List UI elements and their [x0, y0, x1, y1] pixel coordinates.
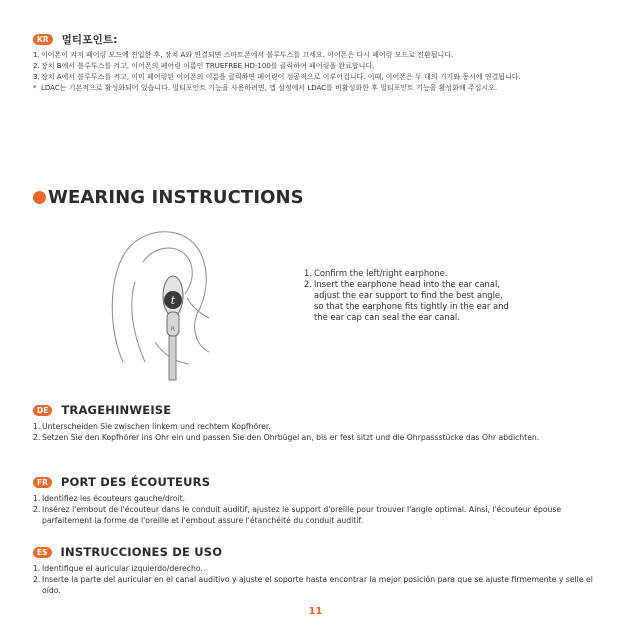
es-title: INSTRUCCIONES DE USO — [60, 545, 223, 559]
de-section — [33, 402, 603, 443]
fr-list — [33, 493, 603, 527]
list-item — [304, 268, 514, 279]
item-text: LDAC는 기본적으로 활성화되어 있습니다. 멀티포인트 기능을 사용하려면, 앱 설정에서 LDAC를 비활성화한 후 멀티포인트 기능을 활성화해 주십시오. — [41, 84, 498, 92]
fr-badge: FR — [33, 477, 52, 488]
kr-section — [33, 31, 603, 94]
list-item — [304, 279, 514, 323]
item-text: Confirm the left/right earphone. — [314, 268, 448, 278]
es-header — [33, 544, 603, 560]
list-item — [33, 493, 603, 504]
item-number: 3. — [33, 73, 40, 81]
item-number: 2. — [304, 279, 312, 289]
item-text: Insérez l'embout de l'écouteur dans le conduit auditif, ajustez le support d'oreille pour trouver l'angle optimal. Ainsi, l'écouteur épouse parfaitement la forme de l'oreille et l'embout assure l'étanchéité du conduit auditif. — [42, 505, 562, 526]
list-item — [33, 61, 603, 72]
item-number: 1. — [33, 51, 40, 59]
item-text: 이어폰이 켜져 페어링 모드에 진입한 후, 장치 A와 연결되면 스마트폰에서 블루투스를 끄세요. 이어폰은 다시 페어링 모드로 전환됩니다. — [41, 51, 454, 59]
de-title: TRAGEHINWEISE — [61, 403, 172, 417]
kr-list — [33, 50, 603, 94]
item-text: Insert the earphone head into the ear canal, adjust the ear support to find the best angle, so that the earphone fits tightly in the ear and the ear cap can seal the ear canal. — [314, 279, 509, 322]
fr-header — [33, 474, 603, 490]
item-number: 2. — [33, 505, 41, 515]
orange-dot-icon — [33, 191, 46, 204]
earbud-mark: R — [170, 326, 176, 333]
list-item — [33, 72, 603, 83]
list-item — [33, 563, 603, 574]
item-text: Identifiez les écouteurs gauche/droit. — [42, 494, 186, 503]
item-text: Inserte la parte del auricular en el canal auditivo y ajuste el soporte hasta encontrar la mejor posición para que se ajuste firmemente y selle el oído. — [42, 575, 593, 596]
item-number: 2. — [33, 575, 41, 585]
list-item — [33, 50, 603, 61]
item-number: 1. — [304, 268, 312, 278]
de-list — [33, 421, 603, 443]
item-number: * — [33, 84, 37, 92]
kr-header — [33, 31, 603, 47]
item-number: 1. — [33, 564, 41, 573]
list-item — [33, 504, 603, 526]
wearing-title: WEARING INSTRUCTIONS — [48, 187, 304, 208]
item-text: Unterscheiden Sie zwischen linkem und rechtem Kopfhörer. — [42, 422, 271, 431]
item-text: 장치 A에서 블루투스를 켜고, 이미 페어링된 이어폰의 이름을 클릭하면 페어링이 성공적으로 이루어집니다. 이때, 이어폰은 두 대의 기기와 동시에 연결됩니다. — [41, 73, 521, 81]
item-number: 1. — [33, 494, 41, 503]
list-item — [33, 574, 603, 596]
item-text: 장치 B에서 블루투스를 켜고, 이어폰의 페어링 이름인 TRUEFREE HD-100를 클릭하여 페어링을 완료합니다. — [41, 62, 375, 70]
svg-text:t: t — [170, 294, 176, 307]
es-section — [33, 544, 603, 597]
fr-title: PORT DES ÉCOUTEURS — [60, 475, 211, 489]
item-number: 2. — [33, 62, 40, 70]
ear-with-earphone-icon — [105, 222, 215, 382]
de-header — [33, 402, 603, 418]
wearing-header — [33, 187, 304, 208]
kr-badge: KR — [33, 34, 53, 45]
item-text: Identifique el auricular izquierdo/derecho. — [42, 564, 203, 573]
es-badge: ES — [33, 547, 52, 558]
list-item — [33, 432, 603, 443]
list-item — [33, 83, 603, 94]
es-list — [33, 563, 603, 597]
fr-section — [33, 474, 603, 527]
page-number: 11 — [308, 606, 323, 617]
item-text: Setzen Sie den Kopfhörer ins Ohr ein und passen Sie den Ohrbügel an, bis er fest sitzt und die Ohrpassstücke das Ohr abdichten. — [42, 433, 540, 443]
de-badge: DE — [33, 405, 52, 416]
item-number: 2. — [33, 433, 41, 443]
item-number: 1. — [33, 422, 41, 431]
list-item — [33, 421, 603, 432]
ear-illustration — [105, 222, 215, 386]
kr-title: 멀티포인트: — [61, 33, 118, 46]
wearing-steps — [304, 268, 514, 323]
